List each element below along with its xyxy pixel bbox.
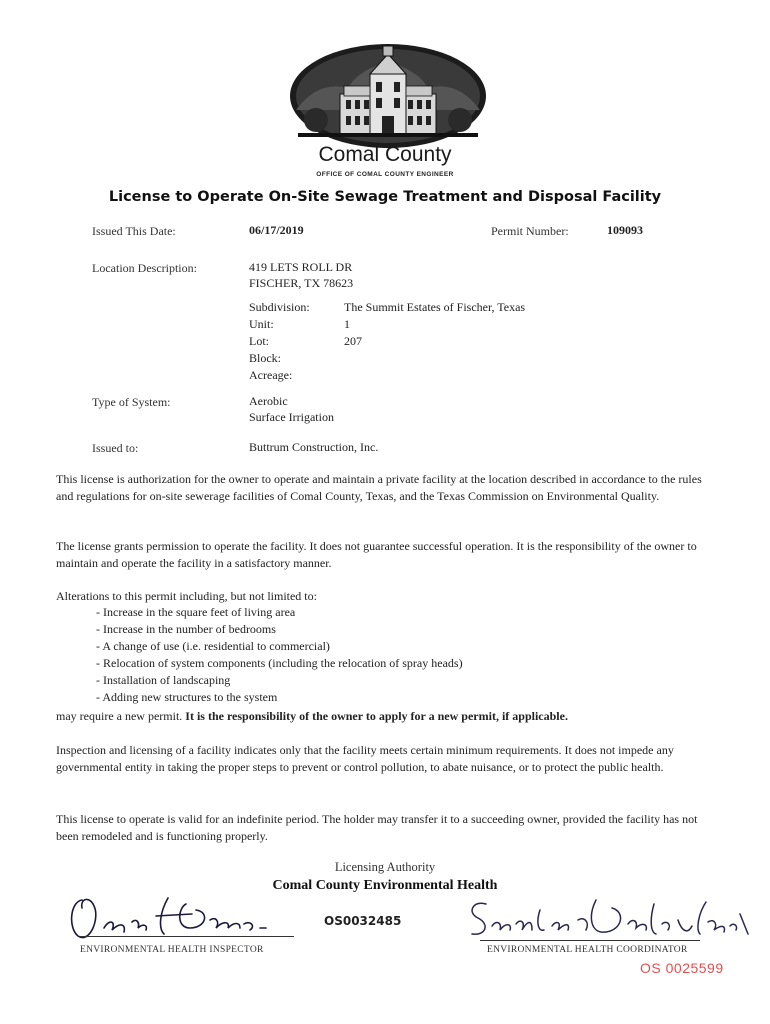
new-permit-text: may require a new permit. (56, 709, 186, 723)
owner-responsibility-text: It is the responsibility of the owner to apply for a new permit, if applicable. (185, 709, 568, 723)
address-line2: FISCHER, TX 78623 (249, 276, 354, 290)
inspector-signature-icon (60, 888, 310, 948)
list-item: - Increase in the number of bedrooms (96, 621, 463, 638)
bates-stamp: OS 0025599 (640, 960, 724, 976)
coordinator-signature-line (480, 940, 700, 941)
list-item: - Increase in the square feet of living area (96, 604, 463, 621)
permission-paragraph: The license grants permission to operate the facility. It does not guarantee successful operation. It is the responsibility of the owner to maintain and operate the facility in a satisfactory manner. (56, 539, 697, 570)
list-item: - Adding new structures to the system (96, 689, 463, 706)
new-permit-paragraph (56, 708, 716, 725)
alterations-list (96, 604, 463, 706)
detail-row-block (249, 350, 525, 367)
authorization-paragraph: This license is authorization for the owner to operate and maintain a private facility at the location described in accordance to the rules and regulations for on-site sewerage facilities of Comal County, Texas, and the Texas Commission on Environmental Quality. (56, 472, 702, 503)
system-type-label: Type of System: (92, 395, 171, 409)
list-item: - A change of use (i.e. residential to commercial) (96, 638, 463, 655)
detail-value: 1 (344, 317, 350, 331)
county-name: Comal County (318, 143, 452, 166)
list-item: - Relocation of system components (including the relocation of spray heads) (96, 655, 463, 672)
system-type-line2: Surface Irrigation (249, 410, 334, 424)
alterations-intro: Alterations to this permit including, but not limited to: (56, 589, 317, 603)
coordinator-caption: ENVIRONMENTAL HEALTH COORDINATOR (487, 945, 688, 955)
detail-value: 207 (344, 334, 362, 348)
document-code: OS0032485 (324, 914, 402, 928)
list-item: - Installation of landscaping (96, 672, 463, 689)
detail-row-acreage (249, 367, 525, 384)
validity-paragraph: This license to operate is valid for an indefinite period. The holder may transfer it to a succeeding owner, provided the facility has not been remodeled and is functioning properly. (56, 812, 698, 843)
inspector-caption: ENVIRONMENTAL HEALTH INSPECTOR (80, 945, 264, 955)
detail-row-subdivision (249, 299, 525, 316)
location-label: Location Description: (92, 261, 197, 275)
document-title: License to Operate On-Site Sewage Treatment and Disposal Facility (108, 189, 662, 205)
issued-to-value: Buttrum Construction, Inc. (249, 440, 379, 454)
issued-to-label: Issued to: (92, 441, 139, 455)
permit-number-value: 109093 (607, 223, 643, 237)
inspector-signature-line (80, 936, 294, 937)
detail-key: Acreage: (249, 368, 293, 382)
issued-date-label: Issued This Date: (92, 224, 176, 238)
courthouse-logo-icon (288, 40, 488, 148)
address-line1: 419 LETS ROLL DR (249, 260, 353, 274)
coordinator-signature-icon (456, 890, 756, 946)
detail-key: Unit: (249, 317, 274, 331)
issued-date-value: 06/17/2019 (249, 223, 304, 237)
inspection-paragraph: Inspection and licensing of a facility indicates only that the facility meets certain minimum requirements. It does not impede any governmental entity in taking the proper steps to prevent or control pollution, to abate nuisance, or to protect the public health. (56, 743, 674, 774)
licensing-authority-label: Licensing Authority (334, 860, 436, 874)
system-type-line1: Aerobic (249, 394, 288, 408)
detail-value: The Summit Estates of Fischer, Texas (344, 300, 526, 314)
detail-key: Block: (249, 351, 281, 365)
licensing-authority-name: Comal County Environmental Health (272, 878, 498, 893)
permit-number-label: Permit Number: (491, 224, 569, 238)
detail-key: Subdivision: (249, 300, 310, 314)
office-subtitle: OFFICE OF COMAL COUNTY ENGINEER (316, 171, 454, 178)
property-details (249, 299, 525, 384)
detail-key: Lot: (249, 334, 269, 348)
detail-row-unit (249, 316, 525, 333)
detail-row-lot (249, 333, 525, 350)
